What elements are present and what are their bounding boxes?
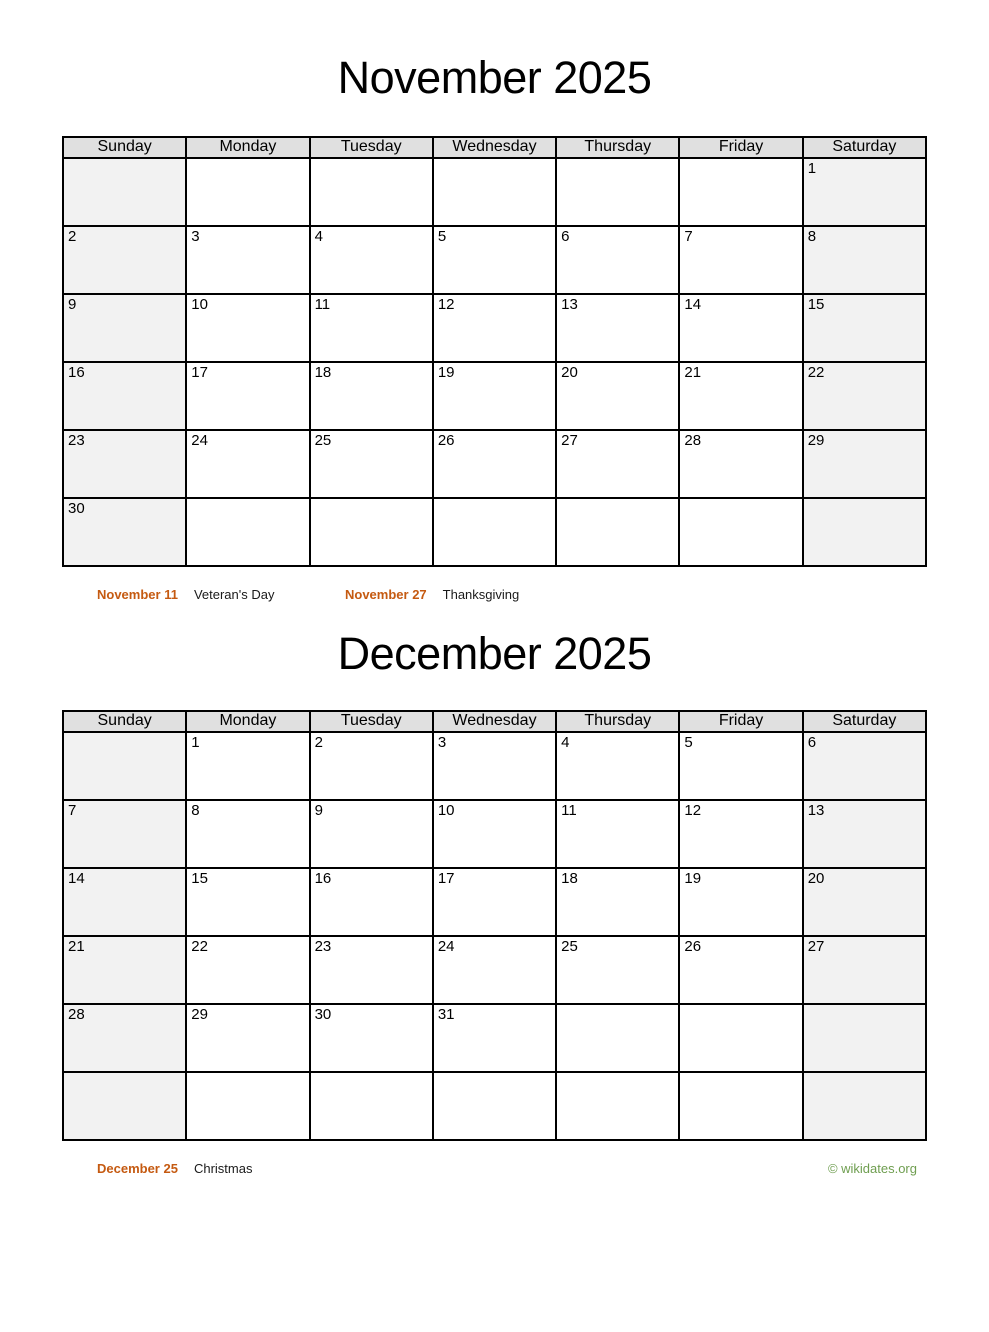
- empty-day-cell: [556, 498, 679, 566]
- holiday-entry-christmas: [97, 1161, 252, 1176]
- day-cell-13: 13: [556, 294, 679, 362]
- day-cell-15: 15: [186, 868, 309, 936]
- day-cell-8: 8: [186, 800, 309, 868]
- weekday-header-saturday: Saturday: [803, 711, 926, 732]
- weekday-header-sunday: Sunday: [63, 137, 186, 158]
- weekday-header-friday: Friday: [679, 137, 802, 158]
- empty-day-cell: [186, 1072, 309, 1140]
- day-cell-28: 28: [63, 1004, 186, 1072]
- day-cell-5: 5: [679, 732, 802, 800]
- holiday-date: December 25: [97, 1160, 178, 1176]
- week-row: [63, 1004, 926, 1072]
- weekday-header-thursday: Thursday: [556, 137, 679, 158]
- empty-day-cell: [63, 1072, 186, 1140]
- day-cell-25: 25: [556, 936, 679, 1004]
- week-row: [63, 1072, 926, 1140]
- november-holiday-legend: [97, 587, 989, 602]
- day-cell-8: 8: [803, 226, 926, 294]
- week-row: [63, 498, 926, 566]
- november-calendar-grid: [62, 136, 927, 567]
- empty-day-cell: [803, 1072, 926, 1140]
- empty-day-cell: [679, 158, 802, 226]
- day-cell-28: 28: [679, 430, 802, 498]
- holiday-entry-thanksgiving: [345, 587, 519, 602]
- empty-day-cell: [63, 732, 186, 800]
- day-cell-13: 13: [803, 800, 926, 868]
- day-cell-26: 26: [433, 430, 556, 498]
- day-cell-29: 29: [803, 430, 926, 498]
- day-cell-30: 30: [63, 498, 186, 566]
- december-calendar-grid: [62, 710, 927, 1141]
- november-calendar-section: [0, 52, 989, 602]
- page-footer: [0, 1161, 989, 1176]
- week-row: [63, 362, 926, 430]
- copyright-link[interactable]: © wikidates.org: [827, 1160, 917, 1176]
- day-cell-16: 16: [310, 868, 433, 936]
- empty-day-cell: [310, 1072, 433, 1140]
- weekday-header-tuesday: Tuesday: [310, 137, 433, 158]
- day-cell-18: 18: [310, 362, 433, 430]
- day-cell-14: 14: [679, 294, 802, 362]
- empty-day-cell: [433, 158, 556, 226]
- week-row: [63, 430, 926, 498]
- day-cell-9: 9: [310, 800, 433, 868]
- day-cell-30: 30: [310, 1004, 433, 1072]
- day-cell-15: 15: [803, 294, 926, 362]
- day-cell-22: 22: [186, 936, 309, 1004]
- day-cell-25: 25: [310, 430, 433, 498]
- day-cell-1: 1: [803, 158, 926, 226]
- day-cell-21: 21: [679, 362, 802, 430]
- day-cell-7: 7: [63, 800, 186, 868]
- december-calendar-section: [0, 628, 989, 1176]
- weekday-header-monday: Monday: [186, 137, 309, 158]
- day-cell-17: 17: [186, 362, 309, 430]
- calendar-page: [0, 52, 989, 1176]
- empty-day-cell: [679, 498, 802, 566]
- weekday-header-monday: Monday: [186, 711, 309, 732]
- day-cell-2: 2: [63, 226, 186, 294]
- day-cell-3: 3: [186, 226, 309, 294]
- day-cell-24: 24: [433, 936, 556, 1004]
- week-row: [63, 800, 926, 868]
- day-cell-26: 26: [679, 936, 802, 1004]
- day-cell-21: 21: [63, 936, 186, 1004]
- day-cell-3: 3: [433, 732, 556, 800]
- empty-day-cell: [679, 1072, 802, 1140]
- day-cell-2: 2: [310, 732, 433, 800]
- weekday-header-row: [63, 137, 926, 158]
- day-cell-5: 5: [433, 226, 556, 294]
- week-row: [63, 158, 926, 226]
- week-row: [63, 936, 926, 1004]
- day-cell-24: 24: [186, 430, 309, 498]
- day-cell-23: 23: [310, 936, 433, 1004]
- holiday-entry-veterans-day: [97, 587, 345, 602]
- empty-day-cell: [433, 1072, 556, 1140]
- weekday-header-friday: Friday: [679, 711, 802, 732]
- day-cell-11: 11: [310, 294, 433, 362]
- day-cell-16: 16: [63, 362, 186, 430]
- weekday-header-tuesday: Tuesday: [310, 711, 433, 732]
- weekday-header-thursday: Thursday: [556, 711, 679, 732]
- day-cell-27: 27: [556, 430, 679, 498]
- day-cell-22: 22: [803, 362, 926, 430]
- day-cell-19: 19: [433, 362, 556, 430]
- weekday-header-row: [63, 711, 926, 732]
- day-cell-14: 14: [63, 868, 186, 936]
- empty-day-cell: [310, 498, 433, 566]
- holiday-name: Thanksgiving: [442, 586, 520, 602]
- month-title-december: December 2025: [337, 627, 652, 679]
- empty-day-cell: [556, 1004, 679, 1072]
- empty-day-cell: [803, 498, 926, 566]
- holiday-name: Veteran's Day: [193, 586, 275, 602]
- day-cell-12: 12: [433, 294, 556, 362]
- empty-day-cell: [803, 1004, 926, 1072]
- weekday-header-wednesday: Wednesday: [433, 137, 556, 158]
- week-row: [63, 226, 926, 294]
- empty-day-cell: [679, 1004, 802, 1072]
- day-cell-31: 31: [433, 1004, 556, 1072]
- week-row: [63, 732, 926, 800]
- day-cell-7: 7: [679, 226, 802, 294]
- empty-day-cell: [556, 158, 679, 226]
- holiday-date: November 27: [345, 586, 427, 602]
- empty-day-cell: [186, 498, 309, 566]
- day-cell-9: 9: [63, 294, 186, 362]
- month-title-november: November 2025: [337, 52, 652, 103]
- day-cell-10: 10: [186, 294, 309, 362]
- empty-day-cell: [186, 158, 309, 226]
- weekday-header-wednesday: Wednesday: [433, 711, 556, 732]
- day-cell-19: 19: [679, 868, 802, 936]
- week-row: [63, 294, 926, 362]
- day-cell-4: 4: [556, 732, 679, 800]
- day-cell-12: 12: [679, 800, 802, 868]
- empty-day-cell: [433, 498, 556, 566]
- day-cell-27: 27: [803, 936, 926, 1004]
- day-cell-23: 23: [63, 430, 186, 498]
- day-cell-1: 1: [186, 732, 309, 800]
- day-cell-17: 17: [433, 868, 556, 936]
- empty-day-cell: [310, 158, 433, 226]
- empty-day-cell: [63, 158, 186, 226]
- weekday-header-sunday: Sunday: [63, 711, 186, 732]
- day-cell-4: 4: [310, 226, 433, 294]
- day-cell-29: 29: [186, 1004, 309, 1072]
- day-cell-6: 6: [556, 226, 679, 294]
- day-cell-20: 20: [803, 868, 926, 936]
- day-cell-10: 10: [433, 800, 556, 868]
- day-cell-11: 11: [556, 800, 679, 868]
- week-row: [63, 868, 926, 936]
- holiday-date: November 11: [97, 586, 178, 602]
- empty-day-cell: [556, 1072, 679, 1140]
- weekday-header-saturday: Saturday: [803, 137, 926, 158]
- day-cell-20: 20: [556, 362, 679, 430]
- day-cell-18: 18: [556, 868, 679, 936]
- day-cell-6: 6: [803, 732, 926, 800]
- holiday-name: Christmas: [193, 1160, 253, 1176]
